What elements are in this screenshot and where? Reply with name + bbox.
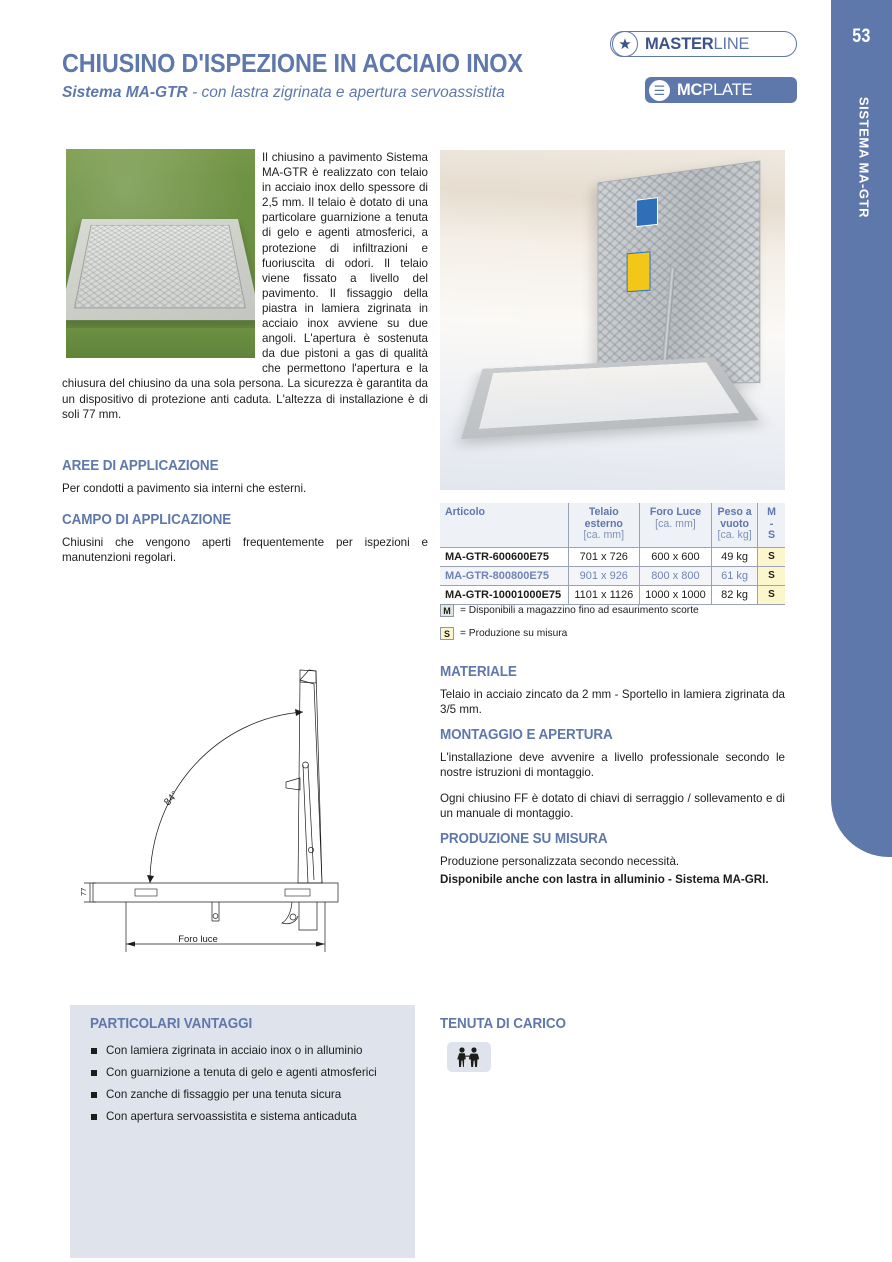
list-item: Con zanche di fissaggio per una tenuta sicura <box>90 1084 400 1106</box>
cell-telaio: 1101 x 1126 <box>568 585 639 604</box>
section-text-disponibile: Disponibile anche con lastra in alluminio - Sistema MA-GRI. <box>440 873 769 886</box>
page-title: CHIUSINO D'ISPEZIONE IN ACCIAIO INOX <box>62 50 523 78</box>
drawing-width-label: Foro luce <box>178 934 218 945</box>
logo-mcplate-bold: MC <box>677 80 703 99</box>
star-icon: ★ <box>612 31 638 57</box>
section-heading-aree: AREE DI APPLICAZIONE <box>62 458 219 474</box>
cell-ms: S <box>758 566 786 585</box>
subtitle-system-name: Sistema MA-GTR <box>62 84 188 101</box>
th-ms-s: S <box>767 529 776 542</box>
th-articolo: Articolo <box>440 503 568 547</box>
logo-masterline-bold: MASTER <box>645 34 714 53</box>
cell-telaio: 701 x 726 <box>568 547 639 566</box>
spec-table-body <box>440 547 785 604</box>
spec-table <box>440 503 785 605</box>
th-ms-dash: - <box>769 517 774 530</box>
th-peso <box>712 503 758 547</box>
th-peso-l1: Peso a <box>717 506 752 518</box>
th-foro-unit: [ca. mm] <box>655 517 696 530</box>
layers-disc-icon: ☰ <box>649 80 670 101</box>
cell-peso: 49 kg <box>712 547 758 566</box>
section-text-produzione: Produzione personalizzata secondo necessità. <box>440 855 680 868</box>
cell-ms: S <box>758 585 786 604</box>
advantages-list <box>90 1040 400 1128</box>
cell-telaio: 901 x 926 <box>568 566 639 585</box>
product-frame <box>461 357 758 439</box>
list-item: Con lamiera zigrinata in acciaio inox o in alluminio <box>90 1040 400 1062</box>
drawing-angle-label: 84° <box>162 789 181 809</box>
pedestrian-pair-icon <box>447 1042 491 1072</box>
legend-row-m <box>440 604 699 617</box>
section-heading-materiale: MATERIALE <box>440 664 517 680</box>
product-photo <box>440 150 785 490</box>
logo-mcplate <box>645 77 797 103</box>
side-tab <box>831 0 892 857</box>
cell-articolo: MA-GTR-10001000E75 <box>440 585 568 604</box>
th-telaio-unit: [ca. mm] <box>583 529 625 542</box>
legend-text-s: = Produzione su misura <box>460 628 568 639</box>
table-row <box>440 585 785 604</box>
page-number: 53 <box>852 26 871 47</box>
logo-masterline <box>610 31 797 57</box>
intro-text: Il chiusino a pavimento Sistema MA-GTR è realizzato con telaio in acciaio inox dello spessore di 2,5 mm. Il telaio è dotato di una particolare guarnizione a tenuta di gelo e agenti atmosferici, a protezione di infiltrazioni e fuoriuscita di odori. Il telaio viene fissato a livello del pavimento. Il fissaggio della piastra in lamiera zigrinata in acciaio inox avviene su due angoli. L'apertura è sostenuta da due pistoni a gas di qualità che permettono l'apertura e la chiusura del chiusino da una sola persona. La sicurezza è garantita da un dispositivo di protezione anti caduta. L'altezza di installazione è di soli 77 mm. <box>62 151 428 421</box>
intro-paragraph <box>62 150 428 422</box>
side-tab-label: SISTEMA MA-GTR <box>856 96 872 219</box>
section-text-materiale: Telaio in acciaio zincato da 2 mm - Sportello in lamiera zigrinata da 3/5 mm. <box>440 688 785 717</box>
section-text-aree: Per condotti a pavimento sia interni che esterni. <box>62 482 307 495</box>
th-foro-l1: Foro Luce <box>649 506 702 518</box>
product-label-yellow <box>627 251 651 292</box>
th-peso-l2: vuoto <box>720 517 750 530</box>
logo-mcplate-text <box>677 81 752 100</box>
product-label-blue <box>636 197 658 227</box>
product-frame-opening <box>479 362 739 429</box>
section-heading-tenuta: TENUTA DI CARICO <box>440 1016 566 1032</box>
th-telaio <box>568 503 639 547</box>
cell-articolo: MA-GTR-600600E75 <box>440 547 568 566</box>
subtitle-rest: - con lastra zigrinata e apertura servoassistita <box>187 84 505 101</box>
list-item: Con guarnizione a tenuta di gelo e agenti atmosferici <box>90 1062 400 1084</box>
cell-peso: 82 kg <box>712 585 758 604</box>
legend-text-m: = Disponibili a magazzino fino ad esaurimento scorte <box>460 605 699 616</box>
legend-badge-m: M <box>440 604 454 617</box>
table-row <box>440 547 785 566</box>
table-header-row <box>440 503 785 547</box>
product-lid <box>597 160 760 384</box>
cell-ms: S <box>758 547 786 566</box>
list-item: Con apertura servoassistita e sistema anticaduta <box>90 1106 400 1128</box>
cell-articolo: MA-GTR-800800E75 <box>440 566 568 585</box>
legend-row-s <box>440 627 567 640</box>
section-heading-produzione: PRODUZIONE SU MISURA <box>440 831 608 847</box>
section-text-montaggio-1: L'installazione deve avvenire a livello professionale secondo le nostre istruzioni di montaggio. <box>440 751 785 780</box>
logo-masterline-light: LINE <box>713 34 750 53</box>
logo-mcplate-light: PLATE <box>702 80 753 99</box>
cell-foro: 800 x 800 <box>639 566 712 585</box>
th-ms-m: M <box>767 506 776 518</box>
th-foro <box>639 503 712 547</box>
section-text-campo: Chiusini che vengono aperti frequentemente per ispezioni e manutenzioni regolari. <box>62 536 428 565</box>
th-telaio-l1: Telaio <box>588 506 619 518</box>
section-heading-campo: CAMPO DI APPLICAZIONE <box>62 512 232 528</box>
table-row <box>440 566 785 585</box>
drawing-height-label: 77 <box>79 887 88 896</box>
legend-badge-s: S <box>440 627 454 640</box>
section-heading-montaggio: MONTAGGIO E APERTURA <box>440 727 613 743</box>
th-peso-unit: [ca. kg] <box>717 529 752 542</box>
technical-drawing <box>60 640 430 960</box>
th-ms <box>758 503 786 547</box>
cell-foro: 600 x 600 <box>639 547 712 566</box>
cell-peso: 61 kg <box>712 566 758 585</box>
logo-masterline-text <box>645 35 749 54</box>
page-subtitle <box>62 84 505 102</box>
spec-table-head <box>440 503 785 547</box>
th-telaio-l2: esterno <box>584 517 623 530</box>
section-text-montaggio-2: Ogni chiusino FF è dotato di chiavi di serraggio / sollevamento e di un manuale di montaggio. <box>440 792 785 821</box>
photo-text-wrap-spacer <box>62 150 262 362</box>
section-heading-vantaggi: PARTICOLARI VANTAGGI <box>90 1016 253 1032</box>
cell-foro: 1000 x 1000 <box>639 585 712 604</box>
